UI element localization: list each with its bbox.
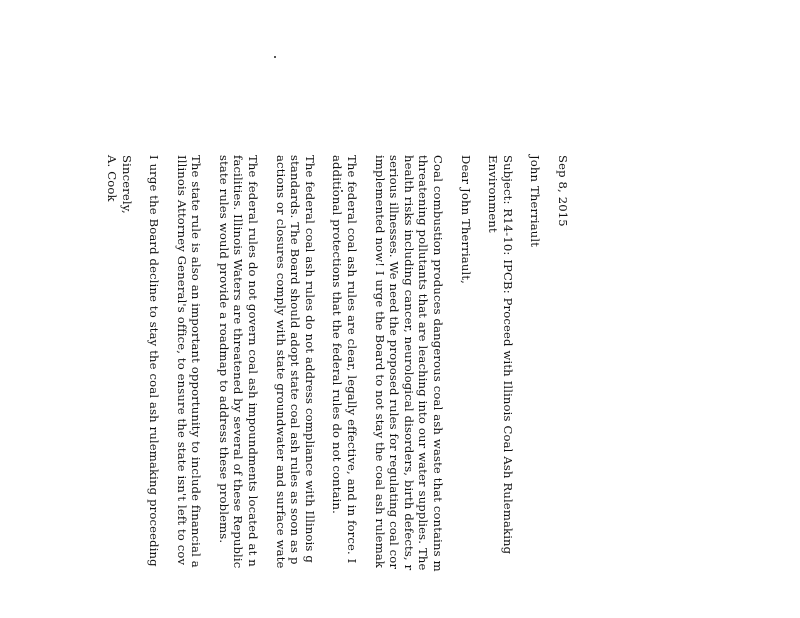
paragraph-2	[330, 155, 359, 618]
paragraph-line: The federal coal ash rules are clear, legally effective, and in force. I	[345, 155, 360, 564]
paragraph-6	[147, 155, 162, 618]
paragraph-line: The federal coal ash rules do not address compliance with Illinois g	[302, 155, 317, 563]
paragraph-line: additional protections that the federal rules do not contain.	[330, 155, 345, 514]
letter-subject-continued: Environment	[486, 155, 501, 233]
paragraph-4	[216, 155, 260, 618]
letter-subject: Subject: R14-10: IPCB: Proceed with Illinois Coal Ash Rulemaking	[500, 155, 515, 555]
letter-recipient: John Therriault	[528, 155, 543, 248]
paragraph-3	[273, 155, 317, 618]
scan-speck	[274, 56, 276, 58]
letter-salutation: Dear John Therriault,	[458, 155, 473, 284]
paragraph-line: serious illnesses. We need the proposed rules for regulating coal cor	[387, 155, 402, 570]
paragraph-line: actions or closures comply with state groundwater and surface wate	[273, 155, 288, 569]
paragraph-line: I urge the Board decline to stay the coal ash rulemaking proceeding	[147, 155, 162, 567]
paragraph-line: The state rule is also an important opportunity to include financial a	[189, 155, 204, 568]
paragraph-line: health risks including cancer, neurological disorders, birth defects, r	[401, 155, 416, 571]
letter-closing: Sincerely,	[119, 155, 134, 214]
letter-date: Sep 8, 2015	[556, 155, 570, 227]
paragraph-line: Coal combustion produces dangerous coal ash waste that contains m	[431, 155, 446, 572]
paragraph-line: Illinois Attorney General's office, to ensure the state isn't left to cov	[174, 155, 189, 566]
paragraph-line: The federal rules do not govern coal ash impoundments located at n	[246, 155, 261, 567]
rotated-letter-body	[104, 155, 570, 618]
paragraph-line: standards. The Board should adopt state coal ash rules as soon as p	[288, 155, 303, 565]
paragraph-1	[372, 155, 445, 618]
paragraph-line: implemented now! I urge the Board to not stay the coal ash rulemak	[372, 155, 387, 569]
paragraph-line: facilities. Illinois Waters are threatened by several of these Republic	[231, 155, 246, 569]
paragraph-line: threatening pollutants that are leaching into our water supplies. The	[416, 155, 431, 571]
paragraph-5	[174, 155, 203, 618]
letter-signature: A. Cook	[104, 155, 119, 202]
paragraph-line: state rules would provide a roadmap to address these problems.	[216, 155, 231, 544]
